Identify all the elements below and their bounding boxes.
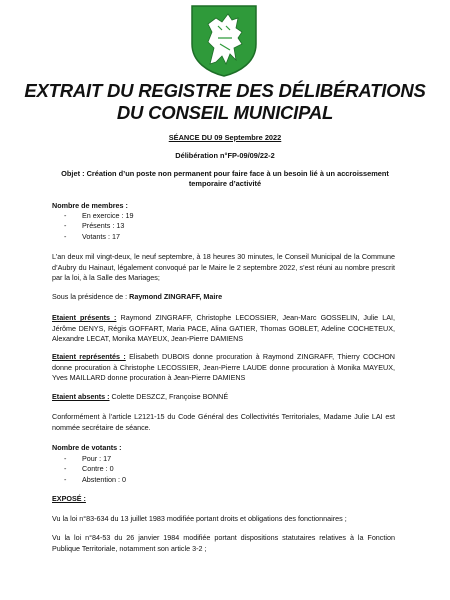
intro-paragraph: L’an deux mil vingt-deux, le neuf septembre, à 18 heures 30 minutes, le Conseil Municipal de la Commune d’Aubry du Hainaut, légalement convoqué par le Maire le 2 septembre 2022, s’est réuni au nombre prescrit par la loi, à la Salle des Mariages; [52, 252, 395, 283]
members-heading: Nombre de membres : [52, 201, 128, 210]
secretary-paragraph: Conformément à l’article L2121-15 du Code Général des Collectivités Territoriales, Madame Julie LAI est nommée secrétaire de séance. [52, 412, 395, 432]
presents-text: Raymond ZINGRAFF, Christophe LECOSSIER, Jean-Marc GOSSELIN, Julie LAI, Jérôme DENYS, Régis GOFFART, Maria PACE, Alina GATIER, Thomas GOBLET, Adeline COCHETEUX, Alexandre LECAT, Monika MAYEUX, Jean-Pierre DAMIENS [52, 313, 396, 344]
document-title-line1: EXTRAIT DU REGISTRE DES DÉLIBÉRATIONS [24, 80, 426, 101]
objet-line1: Objet : Création d’un poste non permanent pour faire face à un besoin lié à un accroissement [61, 169, 389, 178]
votes-list [64, 454, 126, 485]
absent-label: Etaient absents : [52, 392, 110, 401]
absent-text: Colette DESZCZ, Françoise BONNÉ [109, 392, 229, 401]
list-item: - Présents : 13 [64, 221, 134, 231]
absent-paragraph [52, 392, 395, 403]
presents-label: Etaient présents : [52, 313, 117, 322]
deliberation-number: Délibération n°FP-09/09/22-2 [175, 151, 275, 160]
law-reference-1: Vu la loi n°83-634 du 13 juillet 1983 modifiée portant droits et obligations des fonctionnaires ; [52, 514, 347, 523]
presidence-line [52, 292, 395, 303]
seance-date: SÉANCE DU 09 Septembre 2022 [168, 133, 282, 142]
law-reference-2: Vu la loi n°84-53 du 26 janvier 1984 modifiée portant dispositions statutaires relatives à la Fonction Publique Territoriale, notamment son article 3-2 ; [52, 533, 395, 553]
presidence-prefix: Sous la présidence de : [52, 292, 130, 301]
presents-paragraph [52, 313, 395, 345]
represented-label: Etaient représentés : [52, 352, 126, 361]
votes-heading: Nombre de votants : [52, 443, 122, 452]
list-item: - Abstention : 0 [64, 475, 126, 485]
coat-of-arms-icon [188, 4, 260, 78]
represented-text: Elisabeth DUBOIS donne procuration à Raymond ZINGRAFF, Thierry COCHON donne procuration à Christophe LECOSSIER, Jean-Pierre LAUDE donne procuration à Monika MAYEUX, Yves MAILLARD donne procuration à Jean-Pierre DAMIENS [52, 352, 395, 383]
document-title-line2: DU CONSEIL MUNICIPAL [116, 102, 334, 123]
expose-heading: EXPOSÉ : [52, 494, 86, 503]
members-list [64, 211, 134, 242]
list-item: - Votants : 17 [64, 232, 134, 242]
list-item: - Contre : 0 [64, 464, 126, 474]
list-item: - En exercice : 19 [64, 211, 134, 221]
president-name: Raymond ZINGRAFF, Maire [129, 292, 223, 301]
objet-line2: temporaire d’activité [188, 179, 262, 188]
list-item: - Pour : 17 [64, 454, 126, 464]
represented-paragraph [52, 352, 395, 384]
